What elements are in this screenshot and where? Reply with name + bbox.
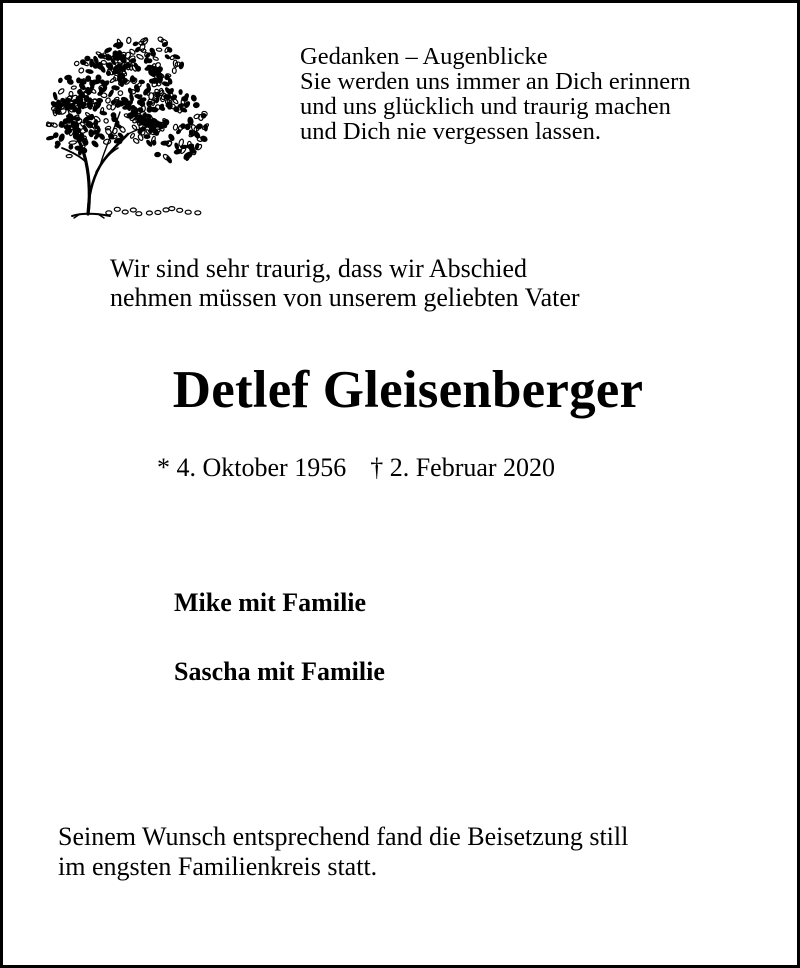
leaf	[58, 133, 65, 141]
leaf	[69, 140, 77, 144]
leaf	[90, 59, 94, 67]
birth-date: * 4. Oktober 1956	[157, 453, 347, 482]
fallen-leaf	[114, 207, 120, 211]
leaf	[179, 90, 182, 95]
fallen-leaf	[195, 211, 201, 215]
leaf	[58, 88, 65, 95]
leaf	[133, 41, 139, 46]
leaf	[104, 47, 112, 53]
fallen-leaf	[130, 208, 136, 212]
leaf	[197, 137, 203, 142]
leaf	[114, 86, 119, 90]
leaf	[144, 135, 150, 139]
leaf	[187, 117, 193, 125]
leaf	[196, 123, 203, 129]
leaf	[147, 59, 152, 63]
leaf	[145, 67, 152, 71]
fallen-leaf	[136, 212, 142, 216]
leaf	[126, 37, 131, 44]
fallen-leaf	[163, 208, 169, 212]
leaf	[195, 143, 200, 150]
fallen-leaf	[185, 210, 191, 214]
fallen-leaf	[155, 211, 161, 215]
intro-line: nehmen müssen von unserem geliebten Vater	[110, 283, 580, 312]
fallen-leaf	[106, 211, 112, 215]
leaf	[173, 124, 178, 131]
death-date: † 2. Februar 2020	[370, 453, 556, 482]
intro-line: Wir sind sehr traurig, dass wir Abschied	[110, 254, 528, 283]
leaf	[84, 96, 89, 102]
mourner-name: Sascha mit Familie	[174, 657, 385, 686]
leaf	[135, 94, 142, 98]
life-dates	[157, 452, 555, 484]
leaf	[157, 36, 164, 42]
leaf	[108, 90, 114, 98]
leaf	[98, 54, 104, 58]
leaf	[65, 75, 72, 80]
leaf	[101, 93, 108, 98]
leaf	[136, 66, 141, 71]
leaf	[184, 93, 189, 99]
tree-icon	[44, 30, 230, 220]
leaf	[105, 97, 111, 103]
leaf	[53, 92, 58, 100]
leaf	[71, 86, 76, 90]
fallen-leaf	[169, 207, 175, 211]
leaf	[77, 78, 81, 83]
leaf	[74, 61, 80, 67]
leaf	[86, 69, 94, 74]
poem	[300, 44, 691, 144]
leaf	[156, 48, 162, 52]
funeral-note-line: Seinem Wunsch entsprechend fand die Beisetzung still	[58, 822, 629, 851]
leaf	[103, 118, 109, 124]
leaf	[138, 108, 143, 112]
leaf	[170, 55, 176, 61]
leaf	[65, 129, 70, 135]
intro-text	[110, 254, 580, 312]
funeral-note	[58, 822, 628, 882]
fallen-leaf	[177, 208, 183, 212]
deceased-name: Detlef Gleisenberger	[172, 361, 644, 419]
poem-line: und uns glücklich und traurig machen	[300, 93, 671, 120]
leaf	[172, 68, 176, 73]
leaf	[78, 67, 85, 74]
poem-line: Sie werden uns immer an Dich erinnern	[300, 68, 691, 95]
leaf	[110, 77, 117, 83]
leaf	[132, 124, 138, 130]
leaf	[160, 96, 165, 102]
leaf	[69, 144, 73, 149]
leaf	[117, 90, 123, 96]
funeral-note-line: im engsten Familienkreis statt.	[58, 852, 378, 881]
poem-line: und Dich nie vergessen lassen.	[300, 118, 601, 145]
leaf	[93, 105, 98, 111]
leaf	[134, 84, 140, 92]
leaf	[191, 95, 197, 102]
leaf	[193, 102, 199, 108]
leaf	[106, 55, 112, 61]
leaf	[85, 56, 90, 61]
leaf	[136, 54, 144, 60]
leaf	[155, 152, 161, 157]
leaf	[58, 78, 63, 83]
leaf	[91, 140, 99, 148]
leaf	[151, 51, 156, 56]
fallen-leaf	[146, 211, 152, 215]
leaf	[111, 113, 116, 118]
leaf	[151, 78, 158, 84]
leaf	[139, 80, 145, 84]
leaf	[66, 154, 72, 158]
leaf	[125, 64, 132, 68]
leaf	[153, 56, 159, 61]
leaf	[46, 136, 54, 140]
mourner-name: Mike mit Familie	[174, 588, 367, 617]
leaf	[51, 122, 58, 128]
fallen-leaf	[122, 210, 128, 214]
leaf	[165, 54, 171, 59]
leaf	[113, 56, 120, 61]
poem-line: Gedanken – Augenblicke	[300, 43, 548, 70]
